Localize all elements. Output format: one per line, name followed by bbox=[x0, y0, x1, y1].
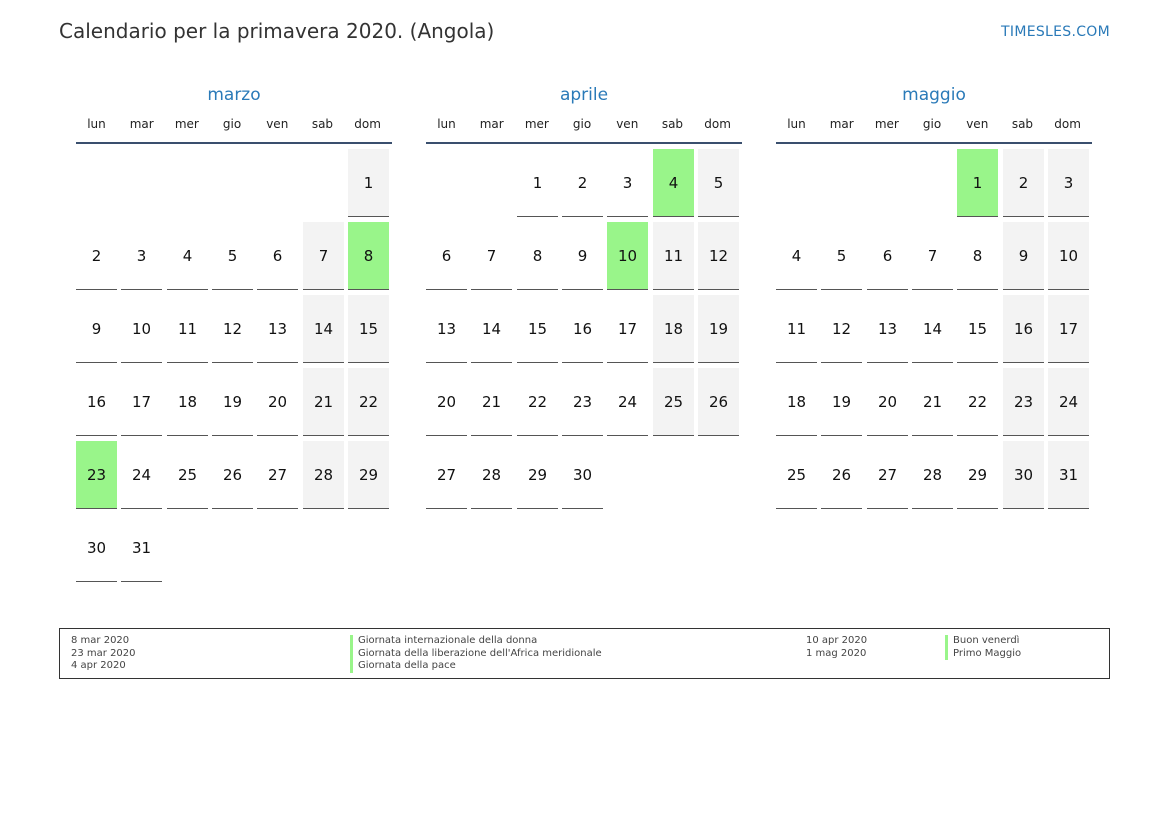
holiday-date: 23 mar 2020 bbox=[71, 647, 136, 659]
legend-names-left bbox=[350, 635, 602, 673]
day-cell: 4 bbox=[776, 222, 817, 290]
day-cell: 14 bbox=[303, 295, 344, 363]
day-cell: 26 bbox=[821, 441, 862, 509]
day-cell: 22 bbox=[517, 368, 558, 436]
holiday-date: 4 apr 2020 bbox=[71, 660, 126, 671]
day-cell: 21 bbox=[303, 368, 344, 436]
day-cell: 30 bbox=[562, 441, 603, 509]
day-cell: 1 bbox=[517, 149, 558, 217]
day-cell: 23 bbox=[1003, 368, 1044, 436]
weekday-header bbox=[776, 116, 1092, 144]
day-cell: 4 bbox=[167, 222, 208, 290]
page-title: Calendario per la primavera 2020. (Angola) bbox=[59, 19, 495, 43]
legend-dates-right bbox=[806, 635, 867, 660]
day-cell: 22 bbox=[348, 368, 389, 436]
weekday-header bbox=[76, 116, 392, 144]
day-cell: 21 bbox=[471, 368, 512, 436]
holiday-name: Buon venerdì bbox=[945, 635, 1021, 648]
day-cell: 3 bbox=[1048, 149, 1089, 217]
month-marzo bbox=[76, 84, 392, 557]
day-cell: 10 bbox=[1048, 222, 1089, 290]
day-cell: 28 bbox=[912, 441, 953, 509]
day-cell: 6 bbox=[257, 222, 298, 290]
weekday-label: mer bbox=[874, 117, 899, 131]
day-cell: 7 bbox=[912, 222, 953, 290]
legend-dates-left bbox=[71, 635, 136, 673]
day-cell: 9 bbox=[562, 222, 603, 290]
day-cell: 7 bbox=[471, 222, 512, 290]
holiday-day-cell: 23 bbox=[76, 441, 117, 509]
day-cell: 31 bbox=[121, 514, 162, 582]
day-cell: 2 bbox=[76, 222, 117, 290]
day-cell: 12 bbox=[212, 295, 253, 363]
holiday-day-cell: 1 bbox=[957, 149, 998, 217]
weekday-label: dom bbox=[704, 117, 731, 131]
day-cell: 20 bbox=[867, 368, 908, 436]
day-cell: 18 bbox=[167, 368, 208, 436]
day-cell: 19 bbox=[821, 368, 862, 436]
day-cell: 6 bbox=[867, 222, 908, 290]
day-cell: 24 bbox=[1048, 368, 1089, 436]
holiday-legend bbox=[59, 628, 1110, 679]
day-cell: 2 bbox=[1003, 149, 1044, 217]
day-cell: 18 bbox=[776, 368, 817, 436]
weekday-label: sab bbox=[1011, 117, 1034, 131]
day-cell: 15 bbox=[348, 295, 389, 363]
weekday-label: mar bbox=[129, 117, 154, 131]
day-cell: 19 bbox=[212, 368, 253, 436]
day-cell: 21 bbox=[912, 368, 953, 436]
day-cell: 29 bbox=[957, 441, 998, 509]
weekday-label: lun bbox=[437, 117, 456, 131]
weekday-header bbox=[426, 116, 742, 144]
day-cell: 25 bbox=[776, 441, 817, 509]
weekday-label: mer bbox=[524, 117, 549, 131]
weekday-label: sab bbox=[661, 117, 684, 131]
day-cell: 16 bbox=[1003, 295, 1044, 363]
day-cell: 17 bbox=[1048, 295, 1089, 363]
month-name: marzo bbox=[207, 85, 261, 105]
day-cell: 27 bbox=[426, 441, 467, 509]
day-cell: 26 bbox=[698, 368, 739, 436]
day-cell: 29 bbox=[517, 441, 558, 509]
day-cell: 10 bbox=[121, 295, 162, 363]
day-cell: 12 bbox=[821, 295, 862, 363]
weekday-label: ven bbox=[266, 117, 289, 131]
day-cell: 6 bbox=[426, 222, 467, 290]
day-cell: 5 bbox=[212, 222, 253, 290]
day-cell: 3 bbox=[121, 222, 162, 290]
month-name: maggio bbox=[902, 85, 966, 105]
day-cell: 17 bbox=[607, 295, 648, 363]
weekday-label: gio bbox=[922, 117, 942, 131]
day-cell: 7 bbox=[303, 222, 344, 290]
holiday-date: 8 mar 2020 bbox=[71, 635, 130, 646]
weekday-label: dom bbox=[1054, 117, 1081, 131]
day-cell: 17 bbox=[121, 368, 162, 436]
weekday-label: sab bbox=[311, 117, 334, 131]
weekday-label: gio bbox=[222, 117, 242, 131]
weekday-label: gio bbox=[572, 117, 592, 131]
day-cell: 5 bbox=[821, 222, 862, 290]
weekday-label: ven bbox=[966, 117, 989, 131]
day-cell: 26 bbox=[212, 441, 253, 509]
day-cell: 8 bbox=[957, 222, 998, 290]
day-cell: 20 bbox=[426, 368, 467, 436]
day-cell: 23 bbox=[562, 368, 603, 436]
holiday-date: 1 mag 2020 bbox=[806, 647, 867, 659]
weekday-label: mar bbox=[829, 117, 854, 131]
day-cell: 27 bbox=[867, 441, 908, 509]
day-cell: 5 bbox=[698, 149, 739, 217]
day-cell: 14 bbox=[912, 295, 953, 363]
holiday-day-cell: 4 bbox=[653, 149, 694, 217]
day-cell: 30 bbox=[1003, 441, 1044, 509]
day-cell: 1 bbox=[348, 149, 389, 217]
day-cell: 3 bbox=[607, 149, 648, 217]
month-aprile bbox=[426, 84, 742, 484]
day-cell: 25 bbox=[653, 368, 694, 436]
day-cell: 28 bbox=[303, 441, 344, 509]
weekday-label: lun bbox=[787, 117, 806, 131]
day-cell: 2 bbox=[562, 149, 603, 217]
day-cell: 8 bbox=[517, 222, 558, 290]
weekday-label: lun bbox=[87, 117, 106, 131]
day-cell: 15 bbox=[957, 295, 998, 363]
weekday-label: mar bbox=[479, 117, 504, 131]
day-cell: 18 bbox=[653, 295, 694, 363]
day-cell: 14 bbox=[471, 295, 512, 363]
day-cell: 11 bbox=[653, 222, 694, 290]
day-cell: 11 bbox=[776, 295, 817, 363]
holiday-name: Giornata internazionale della donna bbox=[350, 635, 602, 648]
holiday-day-cell: 10 bbox=[607, 222, 648, 290]
day-cell: 29 bbox=[348, 441, 389, 509]
holiday-date: 10 apr 2020 bbox=[806, 635, 868, 646]
day-cell: 13 bbox=[426, 295, 467, 363]
day-cell: 12 bbox=[698, 222, 739, 290]
day-cell: 9 bbox=[1003, 222, 1044, 290]
day-cell: 31 bbox=[1048, 441, 1089, 509]
day-cell: 11 bbox=[167, 295, 208, 363]
month-name: aprile bbox=[559, 85, 609, 105]
day-cell: 15 bbox=[517, 295, 558, 363]
day-cell: 22 bbox=[957, 368, 998, 436]
holiday-name: Primo Maggio bbox=[945, 648, 1021, 661]
weekday-label: dom bbox=[354, 117, 381, 131]
day-cell: 25 bbox=[167, 441, 208, 509]
day-cell: 16 bbox=[562, 295, 603, 363]
holiday-name: Giornata della pace bbox=[350, 660, 602, 673]
day-cell: 13 bbox=[867, 295, 908, 363]
day-cell: 13 bbox=[257, 295, 298, 363]
day-cell: 16 bbox=[76, 368, 117, 436]
holiday-day-cell: 8 bbox=[348, 222, 389, 290]
day-cell: 19 bbox=[698, 295, 739, 363]
day-cell: 20 bbox=[257, 368, 298, 436]
month-maggio bbox=[776, 84, 1092, 484]
holiday-name: Giornata della liberazione dell'Africa meridionale bbox=[350, 648, 602, 661]
weekday-label: mer bbox=[174, 117, 199, 131]
day-cell: 24 bbox=[121, 441, 162, 509]
day-cell: 9 bbox=[76, 295, 117, 363]
site-link[interactable]: TIMESLES.COM bbox=[1001, 24, 1110, 40]
day-cell: 30 bbox=[76, 514, 117, 582]
day-cell: 24 bbox=[607, 368, 648, 436]
weekday-label: ven bbox=[616, 117, 639, 131]
legend-names-right bbox=[945, 635, 1021, 660]
day-cell: 27 bbox=[257, 441, 298, 509]
day-cell: 28 bbox=[471, 441, 512, 509]
